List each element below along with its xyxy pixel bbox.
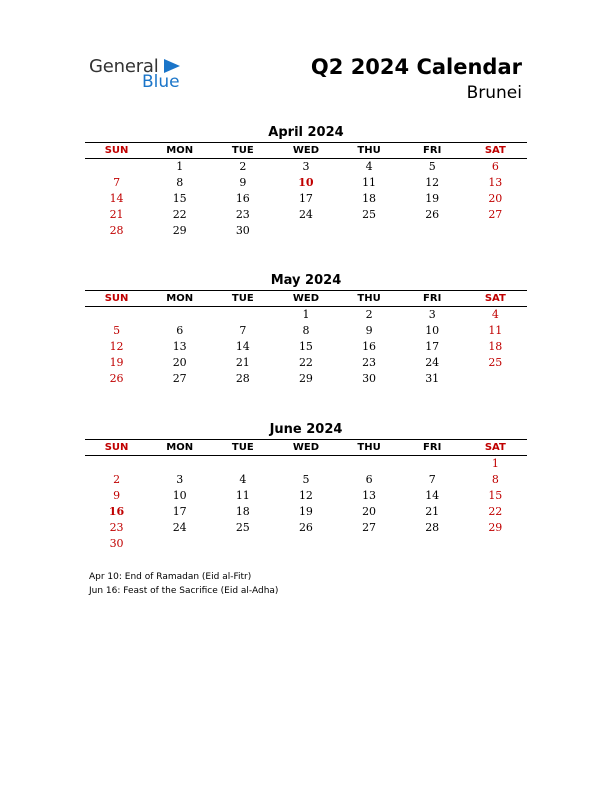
weekday-label: SAT [484, 293, 506, 304]
day-cell: 20 [488, 192, 503, 205]
day-cell: 13 [488, 176, 503, 189]
day-cell: 1 [302, 308, 310, 321]
day-cell: 29 [172, 224, 187, 237]
empty-day-cell [211, 307, 274, 323]
logo-blue-text: Blue [142, 72, 180, 92]
empty-day-cell [85, 456, 148, 472]
brand-logo [89, 56, 189, 96]
month-title: May 2024 [270, 273, 342, 288]
day-cell: 30 [109, 537, 124, 550]
day-cell: 30 [235, 224, 250, 237]
day-cell: 2 [239, 160, 247, 173]
page-subtitle: Brunei [466, 83, 522, 103]
week-row [85, 536, 527, 552]
day-cell: 31 [425, 372, 440, 385]
day-cell: 10 [425, 324, 440, 337]
day-cell: 27 [488, 208, 503, 221]
weekday-label: FRI [423, 145, 442, 156]
day-cell: 11 [235, 489, 250, 502]
empty-day-cell [148, 307, 211, 323]
page-title: Q2 2024 Calendar [310, 55, 522, 79]
weekday-label: FRI [423, 442, 442, 453]
day-cell: 8 [176, 176, 184, 189]
empty-day-cell [338, 456, 401, 472]
day-cell: 11 [362, 176, 377, 189]
day-cell: 3 [176, 473, 184, 486]
day-cell: 1 [176, 160, 184, 173]
weekday-label: THU [357, 442, 381, 453]
day-cell: 18 [488, 340, 503, 353]
empty-day-cell [338, 223, 401, 239]
week-row [85, 355, 527, 371]
weekday-label: TUE [231, 145, 254, 156]
weekday-label: SUN [104, 145, 129, 156]
day-cell: 17 [172, 505, 187, 518]
day-cell: 18 [235, 505, 250, 518]
day-cell: 10 [172, 489, 187, 502]
week-row [85, 223, 527, 239]
weekday-header-row [85, 291, 527, 307]
day-cell: 21 [109, 208, 124, 221]
day-cell: 2 [365, 308, 373, 321]
week-row [85, 371, 527, 387]
weekday-label: WED [292, 442, 320, 453]
day-cell: 30 [362, 372, 377, 385]
day-cell: 6 [365, 473, 373, 486]
day-cell: 4 [365, 160, 373, 173]
day-cell: 19 [425, 192, 440, 205]
day-cell: 5 [113, 324, 121, 337]
day-cell: 7 [113, 176, 121, 189]
day-cell: 10 [298, 176, 314, 189]
logo-flag-icon [164, 59, 180, 73]
day-cell: 7 [239, 324, 247, 337]
weekday-label: SAT [484, 442, 506, 453]
weekday-label: SUN [104, 293, 129, 304]
day-cell: 20 [362, 505, 377, 518]
week-row [85, 175, 527, 191]
day-cell: 16 [362, 340, 377, 353]
weekday-label: SUN [104, 442, 129, 453]
empty-day-cell [148, 536, 211, 552]
empty-day-cell [211, 456, 274, 472]
day-cell: 22 [298, 356, 313, 369]
day-cell: 25 [488, 356, 503, 369]
day-cell: 25 [235, 521, 250, 534]
empty-day-cell [401, 536, 464, 552]
day-cell: 24 [172, 521, 187, 534]
holiday-note: Apr 10: End of Ramadan (Eid al-Fitr) [89, 572, 252, 582]
day-cell: 12 [425, 176, 440, 189]
day-cell: 28 [235, 372, 250, 385]
day-cell: 24 [425, 356, 440, 369]
day-cell: 7 [428, 473, 436, 486]
weekday-label: WED [292, 145, 320, 156]
month-april [85, 124, 527, 239]
day-cell: 12 [298, 489, 313, 502]
day-cell: 19 [298, 505, 313, 518]
empty-day-cell [401, 223, 464, 239]
day-cell: 4 [239, 473, 247, 486]
day-cell: 11 [488, 324, 503, 337]
week-row [85, 323, 527, 339]
day-cell: 22 [488, 505, 503, 518]
empty-day-cell [464, 536, 527, 552]
day-cell: 23 [109, 521, 124, 534]
week-row [85, 207, 527, 223]
day-cell: 19 [109, 356, 124, 369]
empty-day-cell [85, 307, 148, 323]
weekday-label: MON [166, 442, 194, 453]
weekday-label: MON [166, 145, 194, 156]
empty-day-cell [338, 536, 401, 552]
day-cell: 8 [491, 473, 499, 486]
empty-day-cell [274, 223, 337, 239]
day-cell: 23 [235, 208, 250, 221]
day-cell: 27 [172, 372, 187, 385]
day-cell: 9 [365, 324, 373, 337]
day-cell: 9 [113, 489, 121, 502]
week-row [85, 520, 527, 536]
month-may [85, 272, 527, 387]
weekday-header-row [85, 143, 527, 159]
day-cell: 18 [362, 192, 377, 205]
day-cell: 28 [425, 521, 440, 534]
day-cell: 16 [108, 505, 125, 518]
day-cell: 29 [488, 521, 503, 534]
week-row [85, 472, 527, 488]
day-cell: 28 [109, 224, 124, 237]
week-row [85, 339, 527, 355]
day-cell: 6 [491, 160, 499, 173]
day-cell: 2 [113, 473, 121, 486]
day-cell: 25 [362, 208, 377, 221]
week-row [85, 307, 527, 323]
weekday-label: THU [357, 145, 381, 156]
month-title: April 2024 [268, 125, 344, 140]
empty-day-cell [464, 371, 527, 387]
weekday-label: FRI [423, 293, 442, 304]
day-cell: 20 [172, 356, 187, 369]
day-cell: 1 [491, 457, 499, 470]
logo-general-text: General [89, 56, 159, 77]
week-row [85, 504, 527, 520]
day-cell: 17 [425, 340, 440, 353]
day-cell: 9 [239, 176, 247, 189]
weekday-label: TUE [231, 293, 254, 304]
day-cell: 13 [172, 340, 187, 353]
empty-day-cell [148, 456, 211, 472]
day-cell: 29 [298, 372, 313, 385]
weekday-label: THU [357, 293, 381, 304]
day-cell: 17 [298, 192, 313, 205]
day-cell: 27 [362, 521, 377, 534]
day-cell: 4 [491, 308, 499, 321]
day-cell: 14 [235, 340, 250, 353]
day-cell: 3 [428, 308, 436, 321]
day-cell: 15 [488, 489, 503, 502]
empty-day-cell [274, 456, 337, 472]
weekday-header-row [85, 440, 527, 456]
day-cell: 24 [298, 208, 313, 221]
week-row [85, 159, 527, 175]
day-cell: 26 [425, 208, 440, 221]
day-cell: 14 [425, 489, 440, 502]
day-cell: 8 [302, 324, 310, 337]
day-cell: 15 [172, 192, 187, 205]
weekday-label: TUE [231, 442, 254, 453]
day-cell: 23 [362, 356, 377, 369]
month-title: June 2024 [269, 422, 343, 437]
empty-day-cell [211, 536, 274, 552]
empty-day-cell [85, 159, 148, 175]
day-cell: 15 [298, 340, 313, 353]
day-cell: 14 [109, 192, 124, 205]
day-cell: 21 [425, 505, 440, 518]
day-cell: 3 [302, 160, 310, 173]
day-cell: 12 [109, 340, 124, 353]
day-cell: 13 [362, 489, 377, 502]
weekday-label: SAT [484, 145, 506, 156]
empty-day-cell [464, 223, 527, 239]
day-cell: 6 [176, 324, 184, 337]
day-cell: 16 [235, 192, 250, 205]
day-cell: 26 [109, 372, 124, 385]
week-row [85, 191, 527, 207]
month-june [85, 421, 527, 552]
day-cell: 22 [172, 208, 187, 221]
day-cell: 5 [302, 473, 310, 486]
day-cell: 26 [298, 521, 313, 534]
holiday-note: Jun 16: Feast of the Sacrifice (Eid al-Adha) [89, 586, 279, 596]
weekday-label: MON [166, 293, 194, 304]
day-cell: 21 [235, 356, 250, 369]
day-cell: 5 [428, 160, 436, 173]
holiday-notes [89, 570, 278, 598]
empty-day-cell [274, 536, 337, 552]
week-row [85, 488, 527, 504]
week-row [85, 456, 527, 472]
empty-day-cell [401, 456, 464, 472]
weekday-label: WED [292, 293, 320, 304]
